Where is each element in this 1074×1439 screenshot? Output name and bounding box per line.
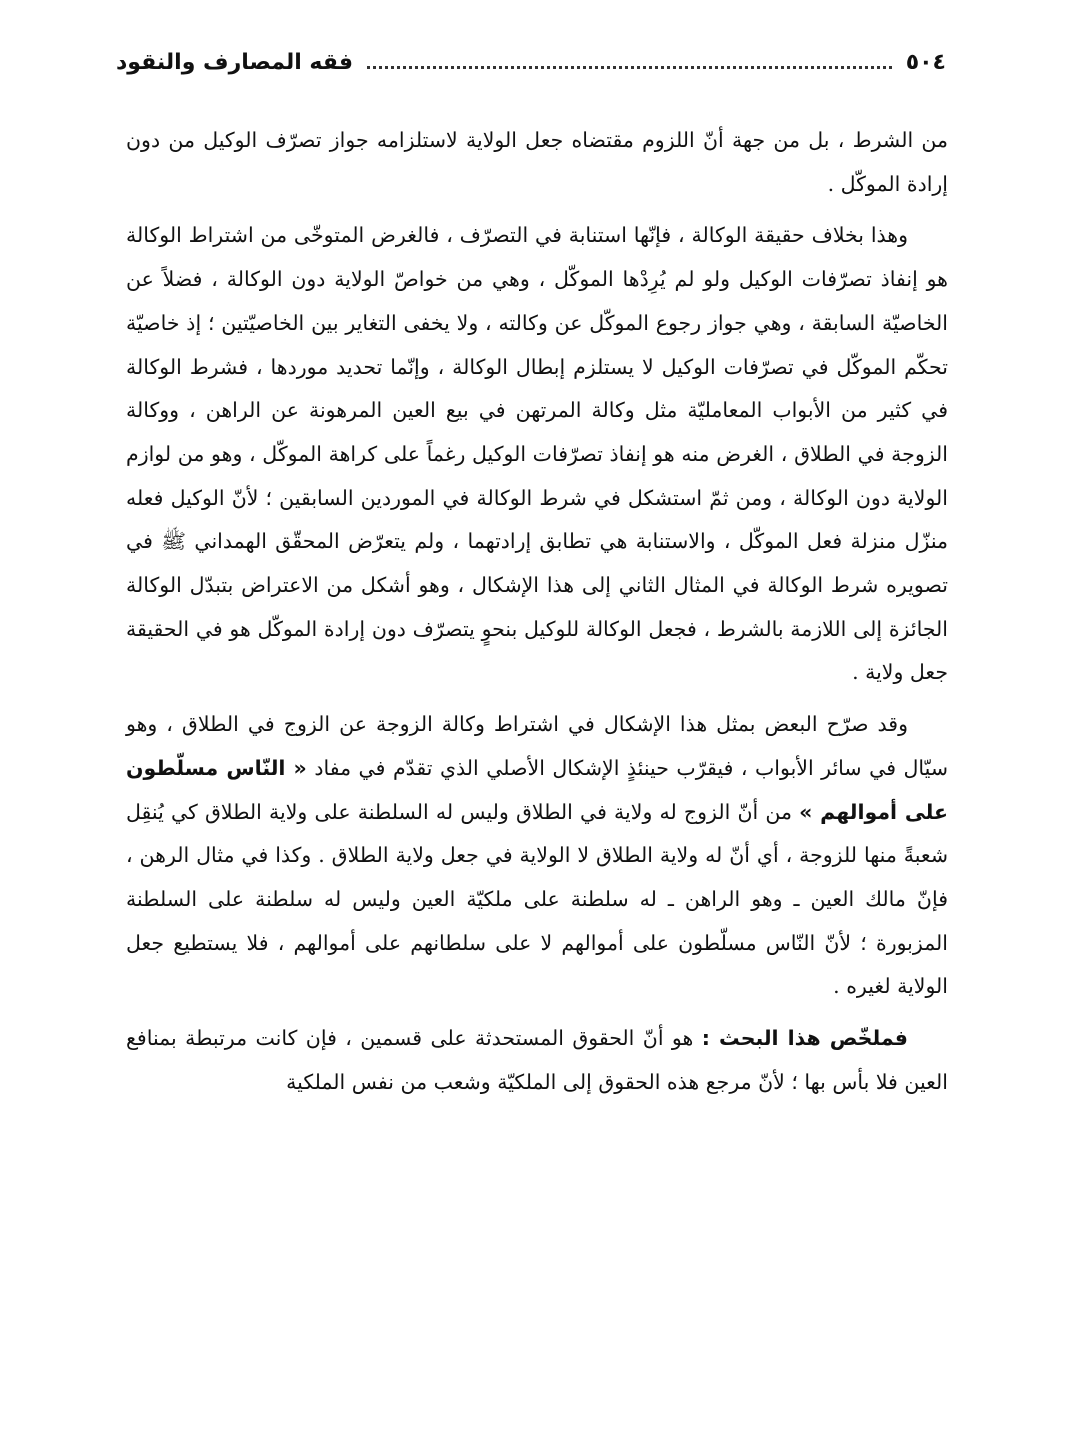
- hadith-quote: « النّاس مسلّطون على أموالهم »: [126, 755, 948, 824]
- paragraph-3-start: وقد صرّح البعض بمثل هذا الإشكال في اشتراط وكالة الزوجة عن الزوج في الطلاق ، وهو سيّال في سائر الأبواب ، فيقرّب حينئذٍ الإشكال الأصلي الذي تقدّم في مفاد: [126, 712, 948, 780]
- paragraph-3: [126, 703, 948, 1009]
- paragraph-2: وهذا بخلاف حقيقة الوكالة ، فإنّها استنابة في التصرّف ، فالغرض المتوخّى من اشتراط الوكالة هو إنفاذ تصرّفات الوكيل ولو لم يُرِدْها الموكّل ، وهي من خواصّ الولاية دون الوكالة ، فضلاً عن الخاصيّة السابقة ، وهي جواز رجوع الموكّل عن وكالته ، ولا يخفى التغاير بين الخاصيّتين ؛ إذ خاصيّة تحكّم الموكّل في تصرّفات الوكيل لا يستلزم إبطال الوكالة ، وإنّما تحديد موردها ، فشرط الوكالة في كثير من الأبواب المعامليّة مثل وكالة المرتهن في بيع العين المرهونة عن الراهن ، ووكالة الزوجة في الطلاق ، الغرض منه هو إنفاذ تصرّفات الوكيل رغماً على كراهة الموكّل ، وهو من لوازم الولاية دون الوكالة ، ومن ثمّ استشكل في شرط الوكالة في الموردين السابقين ؛ لأنّ الوكيل فعله منزّل منزلة فعل الموكّل ، والاستنابة هي تطابق إرادتهما ، ولم يتعرّض المحقّق الهمداني ﷺ في تصويره شرط الوكالة في المثال الثاني إلى هذا الإشكال ، وهو أشكل من الاعتراض بتبدّل الوكالة الجائزة إلى اللازمة بالشرط ، فجعل الوكالة للوكيل بنحوٍ يتصرّف دون إرادة الموكّل هو في الحقيقة جعل ولاية .: [126, 223, 948, 685]
- paragraph-1: من الشرط ، بل من جهة أنّ اللزوم مقتضاه جعل الولاية لاستلزامه جواز تصرّف الوكيل من دون إرادة الموكّل .: [126, 128, 948, 196]
- paragraph-3-end: من أنّ الزوج له ولاية في الطلاق وليس له السلطنة على ولاية الطلاق كي يُنقِل شعبةً منها للزوجة ، أي أنّ له ولاية الطلاق لا الولاية في جعل ولاية الطلاق . وكذا في مثال الرهن ، فإنّ مالك العين ـ وهو الراهن ـ له سلطنة على ملكيّة العين وليس له سلطنة على السلطنة المزبورة ؛ لأنّ النّاس مسلّطون على أموالهم لا على سلطانهم على أموالهم ، فلا يستطيع جعل الولاية لغيره .: [126, 799, 948, 999]
- book-title: فقه المصارف والنقود: [116, 50, 353, 75]
- paragraph-gap: [126, 1009, 948, 1017]
- summary-heading: فملخّص هذا البحث :: [701, 1026, 908, 1051]
- paragraph-gap: [126, 206, 948, 214]
- header-dotted-leader: [367, 66, 892, 69]
- running-header: [116, 44, 946, 78]
- body-text: [126, 119, 948, 1104]
- paragraph-4-text: هو أنّ الحقوق المستحدثة على قسمين ، فإن كانت مرتبطة بمنافع العين فلا بأس بها ؛ لأنّ مرجع هذه الحقوق إلى الملكيّة وشعب من نفس الملكية: [126, 1026, 948, 1094]
- page-number: ٥٠٤: [905, 50, 946, 75]
- paragraph-4: [126, 1017, 948, 1104]
- paragraph-gap: [126, 695, 948, 703]
